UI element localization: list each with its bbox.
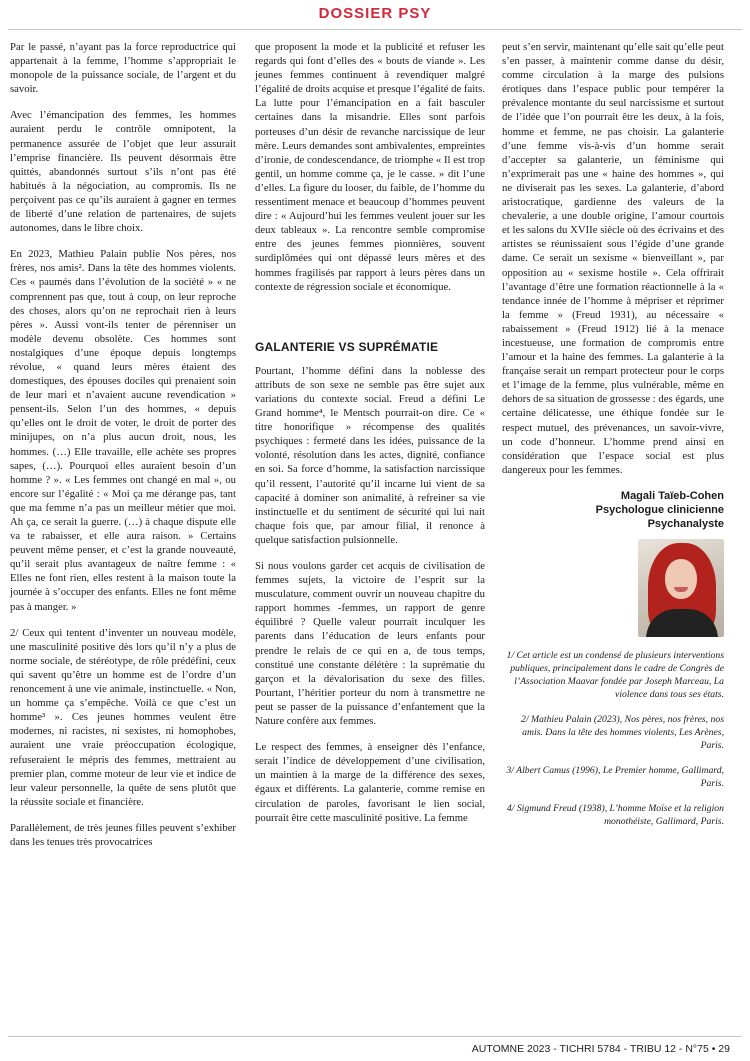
header-divider: [8, 29, 742, 30]
paragraph: peut s’en servir, maintenant qu’elle sait qu’elle peut s’en passer, à maintenir comme danse du désir, comme circulation à la marge des pulsions érotiques dans l’espace public pour tempérer la prévalence montante du seul narcissisme et surtout de l’idée que l’on pourrait être les deux, à la fois, homme et femme, ne pas choisir. La galanterie d’une femme vis-à-vis d’un homme serait d’accepter sa galanterie, un féminisme qui n’exprimerait pas une « haine des hommes », qui ne diviserait pas les sexes. La galanterie, d’abord aristocratique, gardienne des valeurs de la chevalerie, a une double origine, l’amour courtois et les salons du XVIIe siècle où des écrivains et des artistes se réunissaient sous l’égide d’une grande dame. Ce serait un sexisme « bienveillant », par opposition au « sexisme hostile ». Cela offrirait l’avantage d’être une formation réactionnelle à la « tendance innée de l’homme à mépriser et réprimer la femme » (Freud 1931), au nécessaire « rabaissement » (Freud 1912) lié à la menace incestueuse, une formation de compromis entre l’amour et la haine des femmes. La galanterie à la française serait un rempart protecteur pour le corps et l’image de la femme, plus vulnérable, même en dehors de sa situation de grossesse : des égards, une certaine délicatesse, une éthique fondée sur le respect mutuel, des prévenances, un savoir-vivre, un code d’honneur. L’homme prend ainsi en considération que l’espace social est plus dangereux pour les femmes.: [502, 41, 725, 476]
paragraph: Pourtant, l’homme défini dans la noblesse des attributs de son sexe ne semble pas être sujet aux variations du contexte social. Freud a défini Le Grand homme⁴, le Mentsch pourrait-on dire. Ce « titre honorifique » récompense des qualités psychiques : fermeté dans les idées, puissance de la volonté, résolution dans les actes, dignité, confiance en soi. Sa force d’homme, la satisfaction narcissique qu’il ressent, l’autorité qu’il incarne lui vient de sa capacité à dominer son animalité, à refreiner sa vie instinctuelle et du sentiment de sécurité qui lui nait chaque fois que, par amour filial, il renonce à quelque satisfaction pulsionnelle.: [255, 364, 485, 546]
page-header: [0, 0, 750, 30]
footnote: 3/ Albert Camus (1996), Le Premier homme, Gallimard, Paris.: [506, 764, 724, 789]
paragraph: Avec l’émancipation des femmes, les hommes auraient perdu le contrôle omnipotent, la permanence assurée de l’objet que leur assurait l’emprise financière. Ils peuvent désormais être quittés, abandonnés surtout s’ils n’ont pas été habitués à la négociation, au compromis. Ils ne perçoivent pas ce qu’ils auraient à gagner en termes de liberté d’une relation de partenaires, de sujets autonomes, dans le libre choix.: [10, 109, 236, 235]
paragraph: Si nous voulons garder cet acquis de civilisation de femmes sujets, la victoire de l’esprit sur la musculature, comment ouvrir un nouveau chapitre du rapport hommes -femmes, un rapport de genre équilibré ? Quelle valeur pourrait inculquer les parents dans l’éducation de leurs enfants pour prendre le relais de ce qui en a, de tous temps, constitué une constante délétère : la suprématie du garçon et la dévalorisation du sexe des filles. Pourtant, l’héritier porteur du nom à transmettre ne peut se passer de la puissance d’enfantement que la Nature confère aux femmes.: [255, 560, 485, 728]
paragraph: Par le passé, n’ayant pas la force reproductrice qui appartenait à la femme, l’homme s’appropriait le monopole de la puissance sociale, de l’argent et du savoir.: [10, 41, 236, 96]
column-2: [255, 40, 485, 837]
column-3: [502, 40, 724, 840]
footer-divider: [8, 1036, 742, 1037]
paragraph: Le respect des femmes, à enseigner dès l’enfance, serait l’indice de développement d’une civilisation, un maintien à la marge de la différence des sexes, égaux et différents. La galanterie, comme remise en circulation de paroles, favorisant le lien social, pourrait être cette masculinité positive. La femme: [255, 741, 485, 824]
paragraph: Parallèlement, de très jeunes filles peuvent s’exhiber dans les tenues très provocatrices: [10, 821, 236, 848]
column-1: [10, 40, 236, 861]
author-signature: [502, 489, 724, 531]
section-title-dossier: DOSSIER PSY: [318, 5, 432, 22]
paragraph: que proposent la mode et la publicité et refuser les regards qui font d’elles des « bouts de viande ». Les jeunes femmes continuent à revendiquer malgré l’égalité de droits acquise et presque l’égalité de faits. La lutte pour l’émancipation en a fait basculer certaines dans la misandrie. Elles sont parfois porteuses d’un désir de revanche narcissique de leur mère. Leurs demandes sont ambivalentes, empreintes d’ironie, de condescendance, de triomphe « Il est trop gentil, un homme comme ça, je le casse. » dit l’une d’elles. La figure du looser, du faible, de l’homme du ressentiment menace et beaucoup d’hommes peuvent dire : « Aujourd’hui les femmes veulent jouer sur les deux tableaux ». La rencontre semble compromise entre des jeunes femmes pionnières, souvent surdiplômées qui ont dépassé leurs mères et des hommes fragilisés par rapport à leurs pères dans un contexte de régression sociale et économique.: [255, 41, 485, 293]
author-photo: [638, 539, 724, 637]
footnote: 4/ Sigmund Freud (1938), L’homme Moïse et la religion monothéiste, Gallimard, Paris.: [506, 802, 724, 827]
section-heading: GALANTERIE VS SUPRÉMATIE: [255, 339, 439, 354]
paragraph: En 2023, Mathieu Palain publie Nos pères, nos frères, nos amis². Dans la tête des hommes violents. Ces « paumés dans l’évolution de la société » « ne comprennent pas que, tout à coup, on leur reproche des choses, alors qu’on ne reprochait rien à leurs pères ». Aussi vont-ils tenter de pérenniser un modèle devenu obsolète. Ces hommes sont nostalgiques d’une époque depuis longtemps révolue, « quand leurs mères étaient des domestiques, des épouses dociles qui prenaient soin de leur mari et n’avaient aucune revendication » pensent-ils. Selon l’un des hommes, « depuis qu’elles ont le droit de voter, le droit de porter des minijupes, on n’a plus aucun droit, nous, les hommes. (…) Elle travaille, elle achète ses propres sapes, (…). Pourquoi elles auraient besoin d’un homme ? ». « Les femmes ont changé en mal », ou encore sur l’égalité : « Moi ça me dérange pas, tant que ma femme n’a pas un meilleur métier que moi. Ah ça, ce serait la guerre. (…) à chaque dispute elle va te rabaisser, et elle aura raison. » Certains peuvent même penser, et c’est la grande nouveauté, qu’il serait plus avantageux de naître femme : « Elles ne font rien, elles restent à la maison toute la journée à s’occuper des enfants. Elles ne font même pas à manger. »: [10, 248, 236, 613]
footnotes: [502, 649, 724, 828]
author-title: Psychologue clinicienne: [595, 503, 724, 516]
author-photo-face: [665, 559, 697, 599]
footnote: 2/ Mathieu Palain (2023), Nos pères, nos frères, nos amis. Dans la tête des hommes violents, Les Arènes, Paris.: [521, 713, 724, 751]
paragraph: 2/ Ceux qui tentent d’inventer un nouveau modèle, une masculinité positive dès lors qu’il n’y a plus de norme sociale, de stéréotype, de rôle prédéfini, ceux qui savent qu’être un homme est de l’ordre d’un renoncement à une vie animale, instinctuelle. « Non, un homme ça s’empêche. Voilà ce que c’est un homme³ ». Ces jeunes hommes veulent être modernes, ni racistes, ni sexistes, ni homophobes, auraient une vraie préoccupation écologique, refuseraient le mépris des femmes, mettraient au premier plan, comme moteur de leur vie et indice de leur valeur personnelle, la quête de sens plutôt que la réussite sociale et financière.: [10, 626, 236, 808]
page-footer: AUTOMNE 2023 - TICHRI 5784 - TRIBU 12 - N°75 • 29: [471, 1043, 730, 1055]
footnote: 1/ Cet article est un condensé de plusieurs interventions publiques, principalement dans le cadre de Congrès de l’Association Maavar fondée par Joseph Marceau, La violence dans tous ses états.: [506, 649, 724, 700]
author-title: Psychanalyste: [647, 517, 724, 530]
author-name: Magali Taïeb-Cohen: [620, 489, 724, 502]
